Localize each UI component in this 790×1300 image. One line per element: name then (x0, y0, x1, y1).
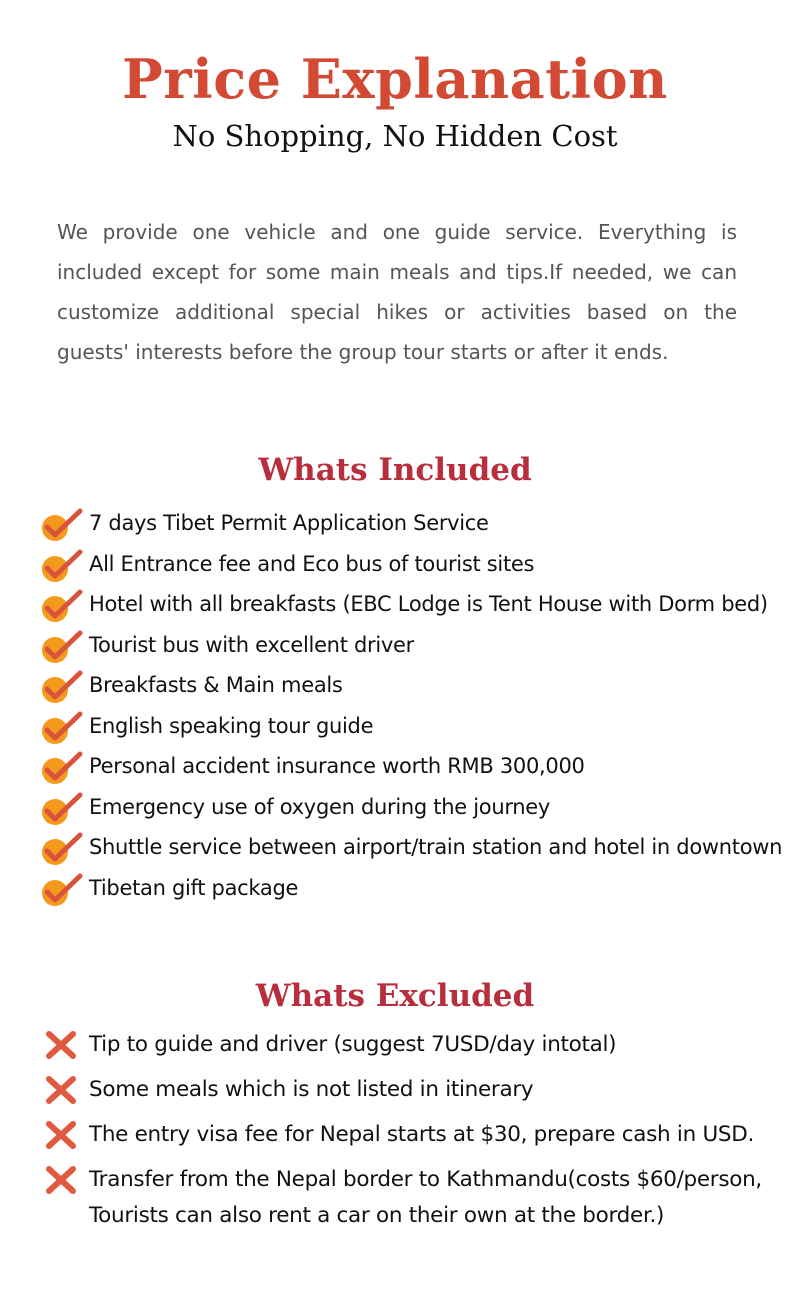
included-item-label: English speaking tour guide (89, 713, 374, 738)
included-item (0, 747, 790, 788)
included-item (0, 585, 790, 626)
included-item (0, 626, 790, 667)
excluded-item (0, 1021, 790, 1066)
cross-icon (44, 1165, 78, 1195)
included-item-label: All Entrance fee and Eco bus of tourist sites (89, 551, 535, 576)
included-item (0, 707, 790, 748)
included-item (0, 545, 790, 586)
excluded-item (0, 1066, 790, 1111)
cross-icon (44, 1030, 78, 1060)
included-item-label: Hotel with all breakfasts (EBC Lodge is Tent House with Dorm bed) (89, 592, 768, 616)
excluded-list (0, 1021, 790, 1236)
excluded-item-label: Tip to guide and driver (suggest 7USD/day intotal) (89, 1032, 617, 1057)
cross-icon (44, 1075, 78, 1105)
included-item-label: Shuttle service between airport/train station and hotel in downtown (89, 835, 783, 859)
check-icon (38, 872, 84, 908)
included-list (0, 504, 790, 909)
excluded-item-label: Some meals which is not listed in itinerary (89, 1077, 534, 1102)
check-icon (38, 507, 84, 543)
check-icon (38, 750, 84, 786)
included-item-label: Breakfasts & Main meals (89, 673, 343, 697)
check-icon (38, 710, 84, 746)
included-item (0, 788, 790, 829)
included-item-label: Personal accident insurance worth RMB 300,000 (89, 754, 585, 778)
included-item-label: Emergency use of oxygen during the journey (89, 794, 551, 819)
page-title: Price Explanation (122, 47, 668, 112)
included-item (0, 828, 790, 869)
included-item (0, 504, 790, 545)
intro-paragraph: We provide one vehicle and one guide service. Everything is included except for some main meals and tips.If needed, we can customize additional special hikes or activities based on the guests' interests before the group tour starts or after it ends. (57, 220, 737, 364)
included-item-label: Tourist bus with excellent driver (89, 632, 414, 657)
check-icon (38, 548, 84, 584)
check-icon (38, 791, 84, 827)
check-icon (38, 831, 84, 867)
cross-icon (44, 1120, 78, 1150)
included-item (0, 869, 790, 910)
excluded-item (0, 1111, 790, 1156)
included-item-label: Tibetan gift package (89, 875, 299, 900)
excluded-heading: Whats Excluded (255, 977, 535, 1014)
check-icon (38, 629, 84, 665)
check-icon (38, 588, 84, 624)
excluded-item-label: Transfer from the Nepal border to Kathmandu(costs $60/person, Tourists can also rent a car on their own at the border.) (89, 1167, 762, 1228)
page-subtitle: No Shopping, No Hidden Cost (172, 119, 618, 153)
check-icon (38, 669, 84, 705)
included-item-label: 7 days Tibet Permit Application Service (89, 511, 489, 535)
excluded-item-label: The entry visa fee for Nepal starts at $30, prepare cash in USD. (89, 1122, 755, 1147)
included-item (0, 666, 790, 707)
included-heading: Whats Included (258, 451, 532, 488)
excluded-item (0, 1156, 790, 1236)
